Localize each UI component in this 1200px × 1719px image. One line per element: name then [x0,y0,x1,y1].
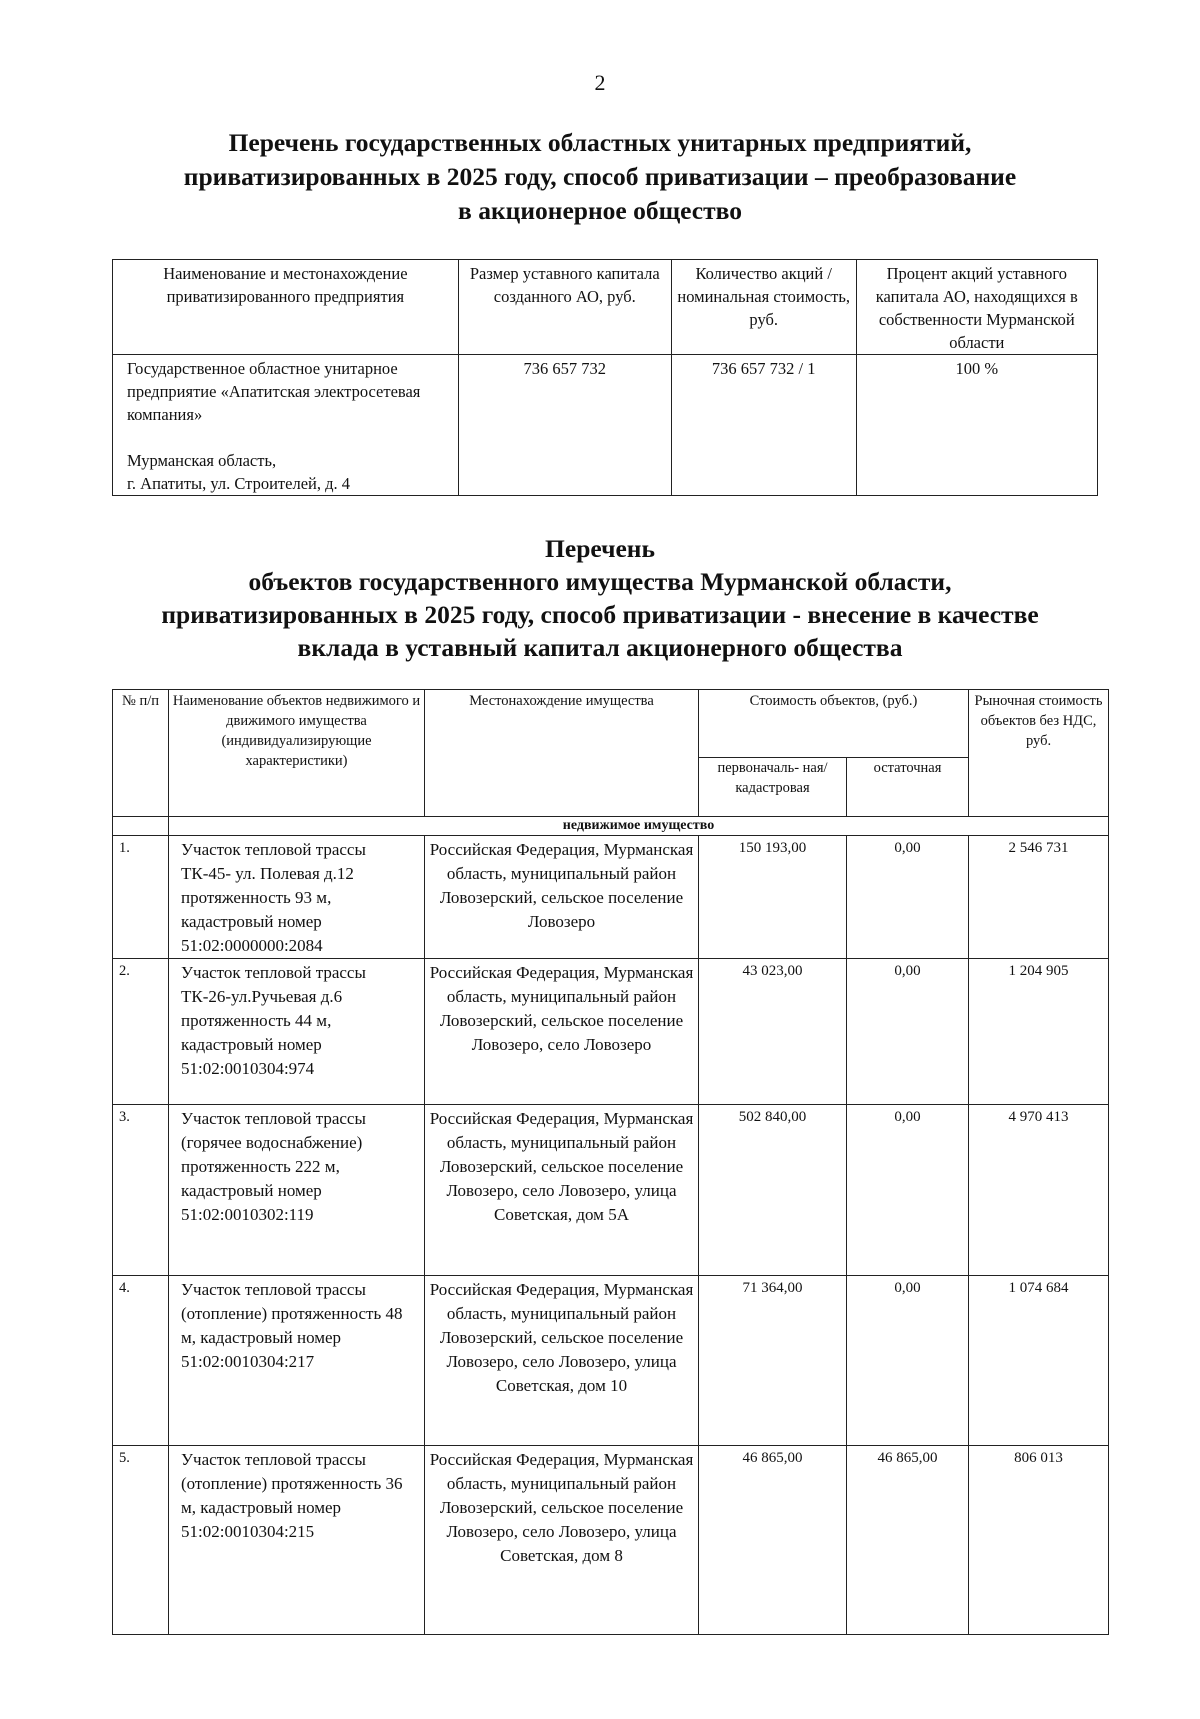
row-object-name: Участок тепловой трассы (горячее водоснабжение) протяженность 222 м, кадастровый номер 51:02:0010302:119 [169,1105,425,1276]
enterprise-cell [113,355,459,496]
header-capital: Размер уставного капитала созданного АО, руб. [458,260,671,355]
row-initial-cost: 150 193,00 [699,836,847,959]
capital-value: 736 657 732 [458,355,671,496]
category-label: недвижимое имущество [169,817,1109,836]
table-header-row [113,690,1109,758]
row-market-value: 1 204 905 [969,959,1109,1105]
percent-value: 100 % [856,355,1097,496]
header-cost-initial: первоначаль- ная/ кадастровая [699,758,847,817]
section2-title-line: объектов государственного имущества Мурманской области, [248,567,952,596]
row-num: 1. [113,836,169,959]
header-object-name: Наименование объектов недвижимого и движимого имущества (индивидуализирующие характеристики) [169,690,425,817]
row-initial-cost: 71 364,00 [699,1276,847,1446]
table-row [113,1276,1109,1446]
header-location: Местонахождение имущества [425,690,699,817]
table-header-row [113,260,1098,355]
row-market-value: 1 074 684 [969,1276,1109,1446]
table-row [113,355,1098,496]
row-num: 4. [113,1276,169,1446]
category-num-cell [113,817,169,836]
row-location: Российская Федерация, Мурманская область, муниципальный район Ловозерский, сельское поселение Ловозеро, село Ловозеро, улица Советская, дом 5А [425,1105,699,1276]
table-row [113,959,1109,1105]
row-residual-cost: 0,00 [847,1276,969,1446]
row-location: Российская Федерация, Мурманская область, муниципальный район Ловозерский, сельское поселение Ловозеро, село Ловозеро [425,959,699,1105]
row-num: 5. [113,1446,169,1635]
header-enterprise-name: Наименование и местонахождение приватизированного предприятия [113,260,459,355]
row-residual-cost: 0,00 [847,1105,969,1276]
header-percent: Процент акций уставного капитала АО, находящихся в собственности Мурманской области [856,260,1097,355]
row-initial-cost: 46 865,00 [699,1446,847,1635]
enterprise-name: Государственное областное унитарное предприятие «Апатитская электросетевая компания» [127,359,421,424]
row-market-value: 2 546 731 [969,836,1109,959]
section2-title [0,532,1200,664]
section1-title-line: приватизированных в 2025 году, способ приватизации – преобразование [183,162,1017,191]
enterprise-location-address: г. Апатиты, ул. Строителей, д. 4 [127,474,350,493]
property-table [112,689,1109,1635]
row-location: Российская Федерация, Мурманская область, муниципальный район Ловозерский, сельское поселение Ловозеро, село Ловозеро, улица Советская, дом 10 [425,1276,699,1446]
section1-title-line: Перечень государственных областных унитарных предприятий, [228,128,972,157]
row-market-value: 806 013 [969,1446,1109,1635]
row-object-name: Участок тепловой трассы ТК-26-ул.Ручьевая д.6 протяженность 44 м, кадастровый номер 51:02:0010304:974 [169,959,425,1105]
row-residual-cost: 46 865,00 [847,1446,969,1635]
row-location: Российская Федерация, Мурманская область, муниципальный район Ловозерский, сельское поселение Ловозеро, село Ловозеро, улица Советская, дом 8 [425,1446,699,1635]
header-market-value: Рыночная стоимость объектов без НДС, руб. [969,690,1109,817]
section2-title-line: приватизированных в 2025 году, способ приватизации - внесение в качестве [161,600,1039,629]
row-residual-cost: 0,00 [847,836,969,959]
row-market-value: 4 970 413 [969,1105,1109,1276]
table-row [113,836,1109,959]
table-row [113,1446,1109,1635]
row-initial-cost: 43 023,00 [699,959,847,1105]
shares-value: 736 657 732 / 1 [671,355,856,496]
page-number: 2 [594,70,606,95]
row-object-name: Участок тепловой трассы (отопление) протяженность 48 м, кадастровый номер 51:02:0010304:217 [169,1276,425,1446]
section2-title-line: вклада в уставный капитал акционерного общества [297,633,903,662]
row-initial-cost: 502 840,00 [699,1105,847,1276]
row-object-name: Участок тепловой трассы ТК-45- ул. Полевая д.12 протяженность 93 м, кадастровый номер 51:02:0000000:2084 [169,836,425,959]
header-num: № п/п [113,690,169,817]
section2-title-line: Перечень [545,534,655,563]
row-num: 3. [113,1105,169,1276]
header-shares: Количество акций / номинальная стоимость, руб. [671,260,856,355]
row-num: 2. [113,959,169,1105]
row-object-name: Участок тепловой трассы (отопление) протяженность 36 м, кадастровый номер 51:02:0010304:215 [169,1446,425,1635]
row-location: Российская Федерация, Мурманская область, муниципальный район Ловозерский, сельское поселение Ловозеро [425,836,699,959]
row-residual-cost: 0,00 [847,959,969,1105]
table-row [113,1105,1109,1276]
enterprise-location-region: Мурманская область, [127,451,277,470]
category-row [113,817,1109,836]
header-cost-residual: остаточная [847,758,969,817]
section1-title-line: в акционерное общество [458,196,742,225]
enterprises-table [112,259,1098,496]
section1-title [0,126,1200,228]
header-cost: Стоимость объектов, (руб.) [699,690,969,758]
